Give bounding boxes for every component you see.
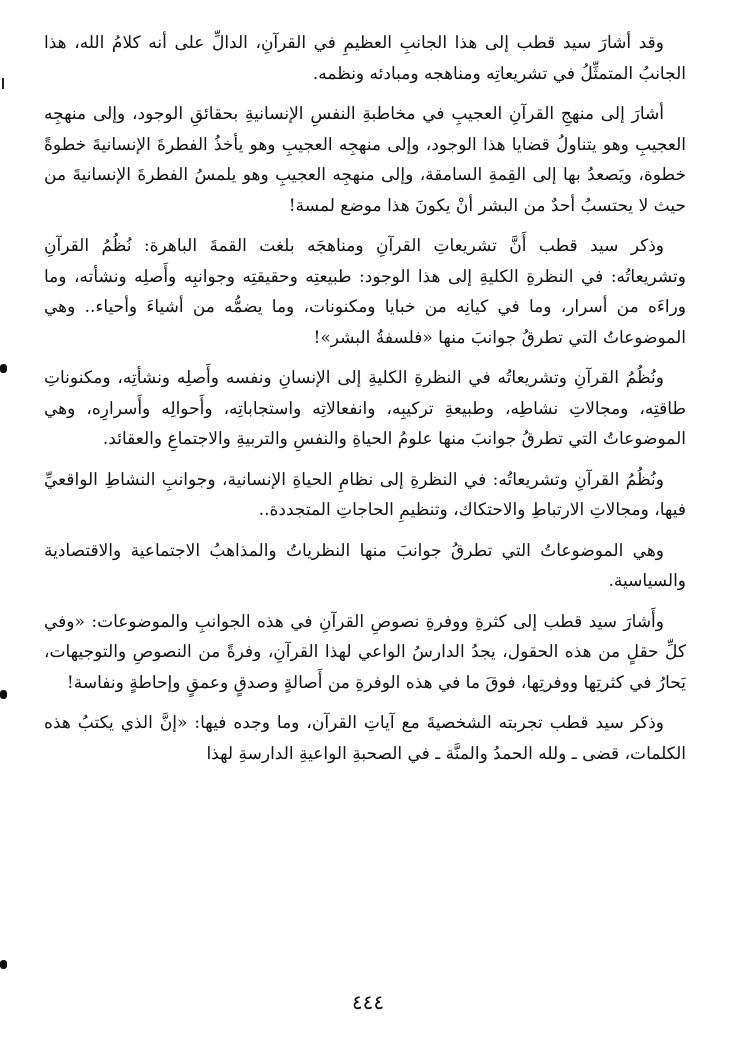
margin-mark	[2, 78, 4, 89]
paragraph-3: وذكر سيد قطب أَنَّ تشريعاتِ القرآنِ ومناهجَه بلغت القمةَ الباهرة: نُظُمُ القرآنِ وتشريعاتُه: في النظرةِ الكليةِ إلى هذا الوجود: طبيعتِه وحقيقتِه وجوانبِه وأَصلِه ونشأته، وما وراءَه من أسرار، وما في كيانِه من خبايا ومكنونات، وما يضمُّه من أشياءَ وأحياء.. وهي الموضوعاتُ التي تطرقُ جوانبَ منها «فلسفةُ البشر»!	[44, 236, 686, 348]
margin-mark	[0, 364, 7, 373]
paragraph-2: أشارَ إلى منهجِ القرآنِ العجيبِ في مخاطبةِ النفسِ الإنسانيةِ بحقائقِ الوجود، وإلى منهجِه العجيبِ وهو يتناولُ قضايا هذا الوجود، وإلى منهجِه العجيبِ وهو يأخذُ الفطرةَ الإنسانيةَ خطوةً خطوة، ويَصعدُ بها إلى القِمةِ السامقة، وإلى منهجِه العجيبِ وهو يلمسُ الفطرةَ الإنسانيةَ من حيث لا يحتسبُ أحدٌ من البشر أنْ يكونَ هذا موضع لمسة!	[44, 104, 686, 216]
page-number: ٤٤٤	[351, 990, 385, 1014]
margin-mark	[0, 690, 7, 699]
paragraph-1: وقد أشارَ سيد قطب إلى هذا الجانبِ العظيمِ في القرآنِ، الدالِّ على أنه كلامُ الله، هذا الجانبُ المتمثِّلُ في تشريعاتِه ومناهجه ومبادئه ونظمه.	[44, 33, 686, 84]
paragraph-6: وهي الموضوعاتُ التي تطرقُ جوانبَ منها النظرياتُ والمذاهبُ الاجتماعية والاقتصادية والسياسية.	[44, 540, 686, 591]
paragraph-8: وذكر سيد قطب تجربته الشخصيةَ مع آياتِ القرآن، وما وجده فيها: «إنَّ الذي يكتبُ هذه الكلمات، قضى ـ ولله الحمدُ والمنَّة ـ في الصحبةِ الواعيةِ الدارسةِ لهذا	[44, 713, 686, 764]
paragraph-5: ونُظُمُ القرآنِ وتشريعاتُه: في النظرةِ إلى نظامِ الحياةِ الإنسانية، وجوانبِ النشاطِ الواقعيِّ فيها، ومجالاتِ الارتباطِ والاحتكاك، وتنظيمِ الحاجاتِ المتجددة..	[44, 469, 686, 520]
paragraph-4: ونُظُمُ القرآنِ وتشريعاتُه في النظرةِ الكليةِ إلى الإنسانِ ونفسه وأَصلِه ونشأتِه، ومكنوناتِ طاقتِه، ومجالاتِ نشاطِه، وطبيعةِ تركيبِه، وانفعالاتِه واستجاباتِه، وأَحوالِه وأَسرارِه، وهي الموضوعاتُ التي تطرقُ جوانبَ منها علومُ الحياةِ والنفسِ والتربيةِ والاجتماعِ والعقائد.	[44, 368, 686, 449]
margin-mark	[0, 960, 7, 969]
paragraph-7: وأَشارَ سيد قطب إلى كثرةِ ووفرةِ نصوصِ القرآنِ في هذه الجوانبِ والموضوعات: «وفي كلِّ حقلٍ من هذه الحقول، يجدُ الدارسُ الواعي لهذا القرآنِ، وفرةً من النصوصِ والتوجيهات، يَحارُ في كثرتِها ووفرتِها، فوقَ ما في هذه الوفرةِ من أَصالةٍ وصدقٍ وعمقٍ وإحاطةٍ ونفاسة!	[44, 611, 686, 693]
page-body	[44, 28, 686, 779]
